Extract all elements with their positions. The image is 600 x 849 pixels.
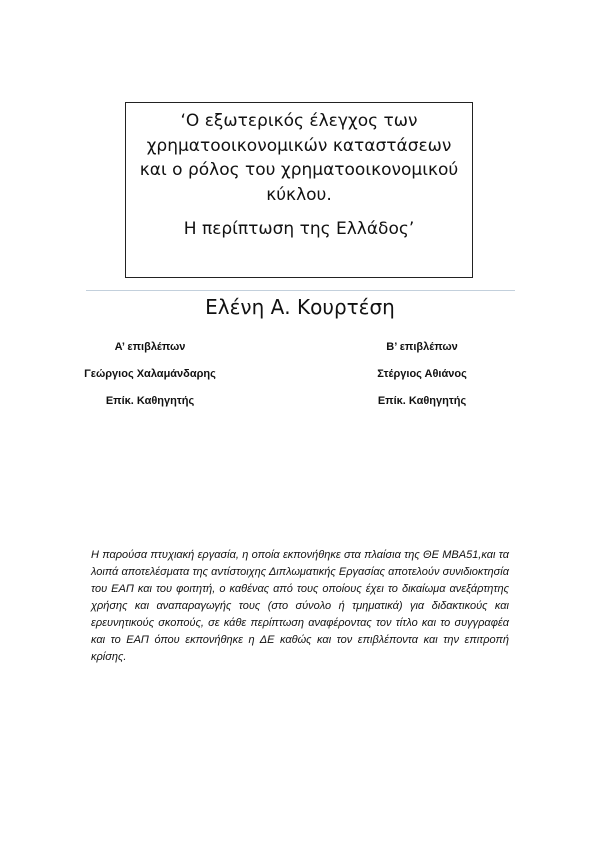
title-line: ‘Ο εξωτερικός έλεγχος των	[180, 111, 418, 131]
first-supervisor	[40, 340, 260, 421]
thesis-title-box	[125, 102, 473, 278]
first-supervisor-name: Γεώργιος Χαλαμάνδαρης	[84, 368, 216, 380]
second-supervisor-role: Β’ επιβλέπων	[386, 341, 458, 353]
second-supervisor	[312, 340, 532, 421]
title-line: και ο ρόλος του χρηματοοικονομικού	[139, 160, 459, 180]
first-supervisor-role: Α’ επιβλέπων	[114, 341, 186, 353]
first-supervisor-position: Επίκ. Καθηγητής	[105, 395, 195, 407]
thesis-subtitle: Η περίπτωση της Ελλάδος’	[183, 219, 415, 239]
divider	[86, 290, 515, 291]
thesis-title	[136, 109, 462, 207]
author-name: Ελένη Α. Κουρτέση	[205, 295, 395, 319]
title-line: κύκλου.	[266, 184, 332, 205]
second-supervisor-name: Στέργιος Αθιάνος	[377, 368, 467, 380]
second-supervisor-position: Επίκ. Καθηγητής	[377, 395, 467, 407]
copyright-notice: Η παρούσα πτυχιακή εργασία, η οποία εκπονήθηκε στα πλαίσια της ΘΕ MBA51,και τα λοιπά αποτελέσματα της αντίστοιχης Διπλωματικής Εργασίας αποτελούν συνιδιοκτησία του ΕΑΠ και του φοιτητή, ο καθένας από τους οποίους έχει το δικαίωμα ανεξάρτητης χρήσης και αναπαραγωγής τους (στο σύνολο ή τμηματικά) για διδακτικούς και ερευνητικούς σκοπούς, σε κάθε περίπτωση αναφέροντας τον τίτλο και το συγγραφέα και το ΕΑΠ όπου εκπονήθηκε η ΔΕ καθώς και τον επιβλέποντα και την επιτροπή κρίσης.	[91, 549, 509, 663]
title-line: χρηματοοικονομικών καταστάσεων	[146, 135, 452, 156]
